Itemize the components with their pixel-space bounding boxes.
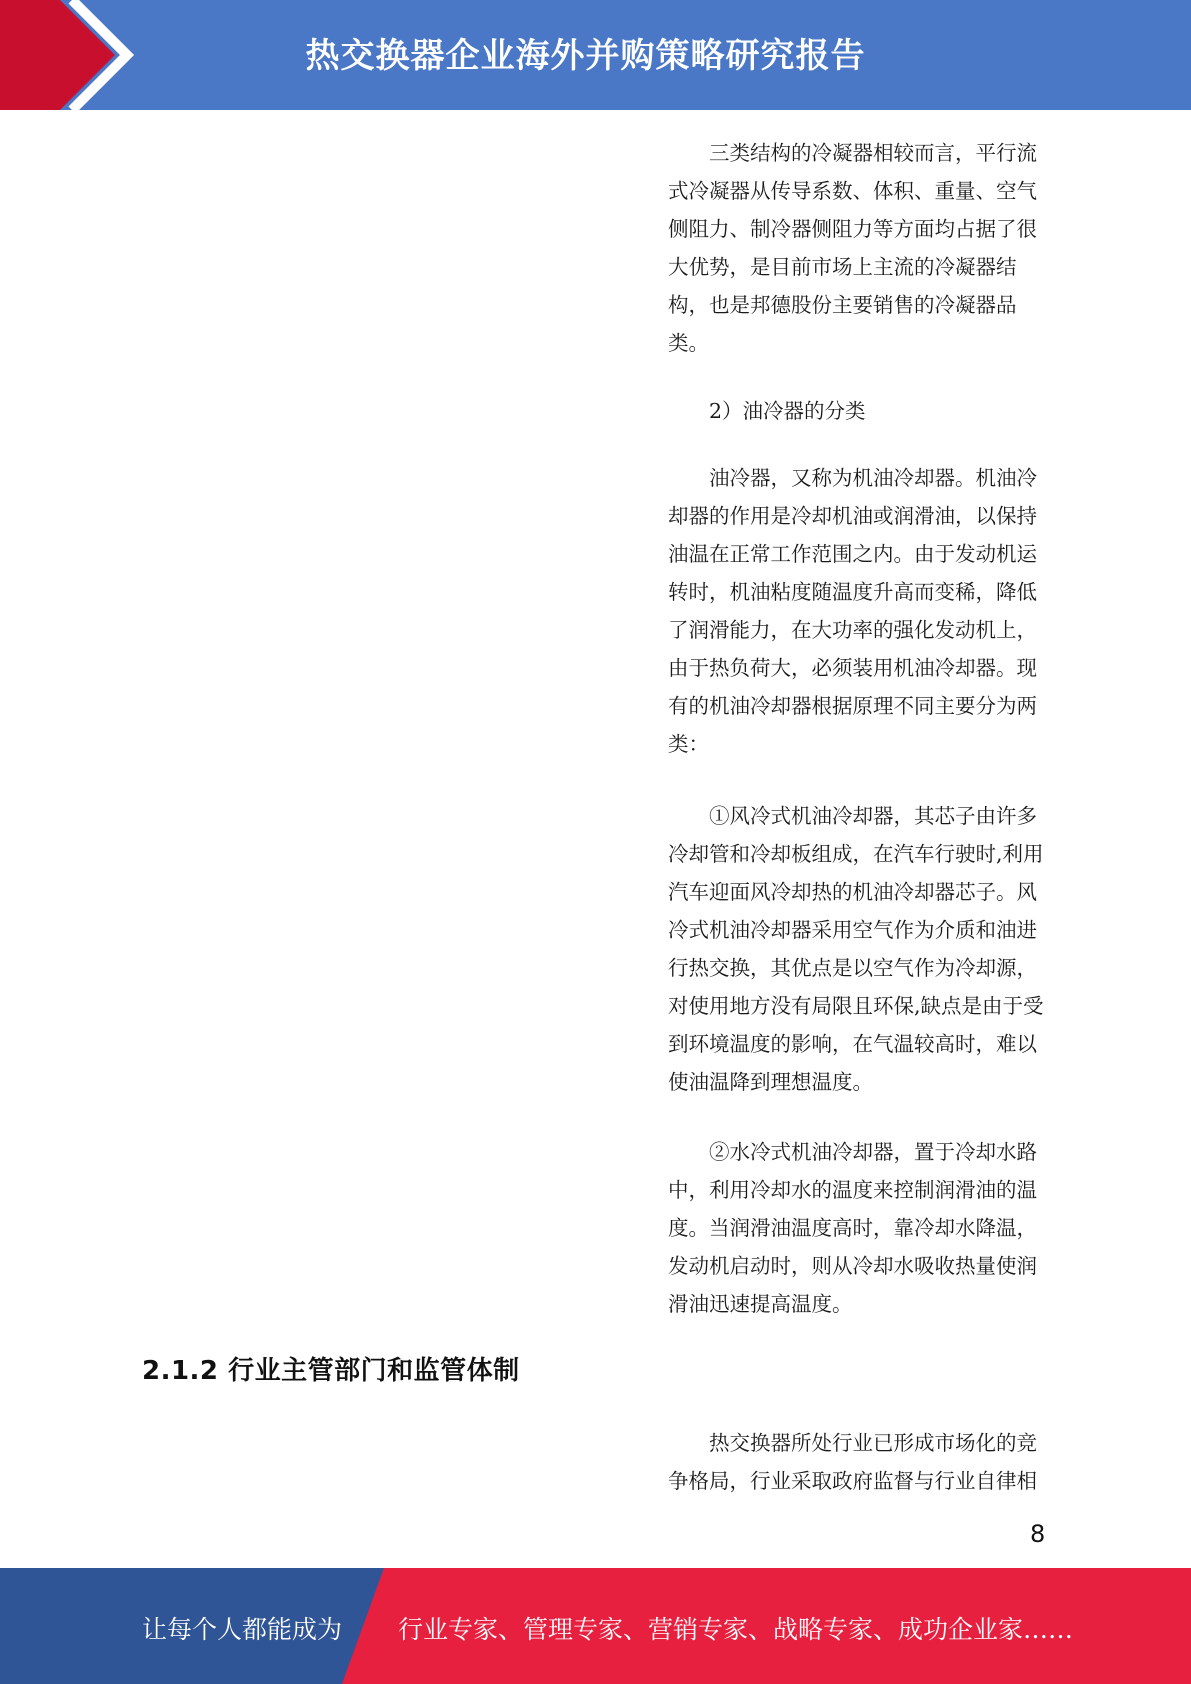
paragraph-condenser-comparison: 三类结构的冷凝器相较而言，平行流式冷凝器从传导系数、体积、重量、空气侧阻力、制冷器侧阻力等方面均占据了很大优势，是目前市场上主流的冷凝器结构，也是邦德股份主要销售的冷凝器品类。 [668, 141, 1037, 355]
paragraph-water-cooled-oil-cooler: ②水冷式机油冷却器，置于冷却水路中，利用冷却水的温度来控制润滑油的温度。当润滑油温度高时，靠冷却水降温，发动机启动时，则从冷却水吸收热量使润滑油迅速提高温度。 [668, 1140, 1037, 1316]
page-header [0, 0, 1191, 110]
footer-slogan-left: 让每个人都能成为 [142, 1615, 343, 1644]
header-chevron-decoration [0, 0, 150, 110]
paragraph-industry-regulation: 热交换器所处行业已形成市场化的竞争格局，行业采取政府监督与行业自律相 [668, 1431, 1037, 1493]
page-number: 8 [1030, 1520, 1046, 1548]
page-footer [0, 1568, 1191, 1684]
subheading-oil-cooler-classification: 2）油冷器的分类 [709, 399, 866, 423]
report-title: 热交换器企业海外并购策略研究报告 [305, 36, 866, 76]
footer-slogan-right: 行业专家、管理专家、营销专家、战略专家、成功企业家…… [398, 1615, 1074, 1644]
section-heading: 2.1.2 行业主管部门和监管体制 [142, 1356, 520, 1386]
paragraph-oil-cooler-intro: 油冷器，又称为机油冷却器。机油冷却器的作用是冷却机油或润滑油，以保持油温在正常工作范围之内。由于发动机运转时，机油粘度随温度升高而变稀，降低了润滑能力，在大功率的强化发动机上，由于热负荷大，必须装用机油冷却器。现有的机油冷却器根据原理不同主要分为两类： [668, 466, 1037, 756]
paragraph-air-cooled-oil-cooler: ①风冷式机油冷却器，其芯子由许多冷却管和冷却板组成，在汽车行驶时,利用汽车迎面风冷却热的机油冷却器芯子。风冷式机油冷却器采用空气作为介质和油进行热交换，其优点是以空气作为冷却源，对使用地方没有局限且环保,缺点是由于受到环境温度的影响，在气温较高时，难以使油温降到理想温度。 [668, 804, 1044, 1094]
